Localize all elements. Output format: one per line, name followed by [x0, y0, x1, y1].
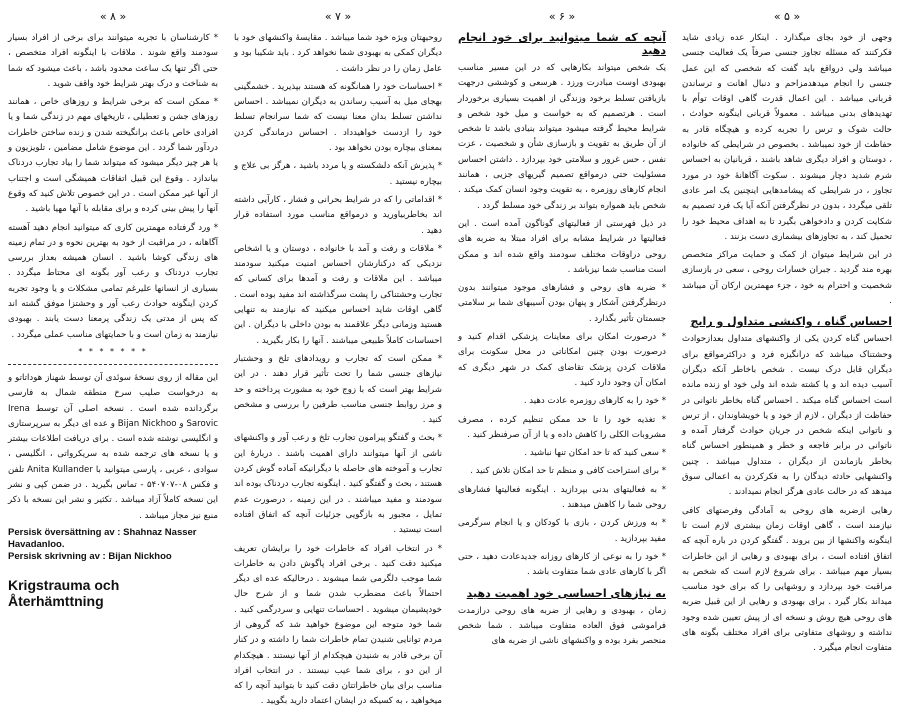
- paragraph: * احساسات خود را همانگونه که هستند بپذیرید . خشمگینی بهجای میل به آسیب رساندن به دیگران نمیباشد . احساس نداشتن تسلط بدان معنا نیست که شما سرانجام تسلط خود را ازدست خواهیدداد . احساس درماندگی کردن بمعنای بیچاره بودن نخواهد بود .: [234, 81, 442, 154]
- page-6: [450, 0, 674, 652]
- page-number: « ۸ »: [99, 10, 127, 23]
- swedish-title: Krigstrauma och Återhämttning: [8, 576, 120, 609]
- paragraph: * ورد گرفتاده مهمترین کاری که میتوانید انجام دهید آهسته آگاهانه ، در مراقبت از خود به بهترین نحوه و در تمام زمینه های زندگی کوشا باشید . انسان همیشه بعداز بررسی تجارب دردناک و رعب آور بگونه ای محتاط میگردد . بسیاری از انسانها علیرغم تمامی مشکلات و یا وجود تجربه کردن اینگونه حوادث رعب آور و وحشتزا موفق گشته اند که پس از مدتی یک زندگی پرمعنا دست یابند . بهبودی نیازمند به زمان است و با حمایتهای مناسب عملی میگردد .: [8, 222, 218, 340]
- page-7: [226, 0, 450, 707]
- paragraph: * درصورت امکان برای معاینات پزشکی اقدام کنید و درصورت بودن چنین امکاناتی در محل سکونت برای ملاقات کردن پزشک تقاضای کمک در شهر دیگری که امکان آن وجود دارد کنید .: [458, 332, 666, 388]
- section-heading: احساس گناه ، واکنشی متداول و رایج: [690, 315, 892, 329]
- paragraph: وجهی از خود بجای میگذارد . اینکار عده زیادی شاید فکرکنند که مسئله تجاوز جنسی صرفاً یک فعالیت جنسی میباشد ولی درواقع باید گفت که شخصی که این عمل جنسی را انجام میدهدمزاحم و دنبال اهانت و ترساندن قربانی میباشد . این اعمال قدرت گاهی اوقات توأم با تهدیدهای بدنی میباشد . معمولاً قربانی اینگونه حوادث ، حالت شوک و ترس را تجربه کرده و هیچگاه قادر به حفاظت از خود نمیباشد . بخصوص در شرایطی که خانواده ، دوستان و افراد دیگری شاهد باشند ، قربانیان به احساس شرم شدید دچار میشوند . سکوت آگاهانهٔ خود در مورد تجاوز ، در شرایطی که پیشامدهایی اینچنین یک امر عادی تلقی میگردد ، بدون در نظرگرفتن آنکه آیا یک فرد تصمیم به شکایت کردن و دادخواهی بگیرد تا به اهداف محیط خود را تحمیل کند ، به تجاوزهای بیشماری دست بزنند .: [682, 33, 892, 242]
- section-heading: آنچه که شما میتوانید برای خود انجام دهید: [458, 31, 666, 57]
- paragraph: * ممکن است که تجارب و رویدادهای تلخ و وحشتبار نیازهای جنسی شما را تحت تأثیر قرار دهند . در این شرایط بهتر است که با زوج خود به مشورت پرداخته و حد و مرز روابط جنسی مناسب طرفین را بررسی و مشخص کنید .: [234, 353, 442, 426]
- paragraph: * ضربه های روحی و فشارهای موجود میتوانند بدون درنظرگرفتن آشکار و پنهان بودن آسیبهای شما بر سلامتی جسمتان تأثیر بگذارد .: [458, 283, 666, 324]
- paragraph: احساس گناه کردن یکی از واکنشهای متداول بعدازحوادث وحشتناک میباشد که درانگیزه فرد و دراکثرمواقع برای دیگران قابل درک نیست . شخص باخاطر آنکه دیگران آسیب دیده اند و یا کشته شده اند ولی خود او زنده مانده است احساس گناه میکند . احساس گناه بخاطر ناتوانی در حفاظت از دیگران ، لازم از خود و یا خویشاوندان ، از ترس و ناتوانی اینکه شخص در جریان حوادث گرفتار آمده و ناتوانی در برابر فاجعه و خطر و همینطور احساس گناه بخاطر بازماندن از دیگران ، متداول میباشد . چنین واکنشهایی حادثه دیدگان را به فکرکردن به اعمالی سوق میدهد که در حالت عادی هرگز انجام نمیدادند .: [682, 334, 892, 498]
- page-7-column: [226, 0, 450, 707]
- translator-credit: Persisk översättning av : Shahnaz Nasser Havadanloo.: [8, 526, 197, 550]
- paragraph: * برای استراحت کافی و منظم تا حد امکان تلاش کنید .: [470, 466, 666, 477]
- page-5: [674, 0, 900, 652]
- paragraph: * در انتخاب افراد که خاطرات خود را برایشان تعریف میکنید دقت کنید . برخی افراد پاگوش دادن به خاطرات شما موجب دلگرمی شما میشوند . درحالیکه عده ای دیگر احتمالاً باعث مضطرب شدن شما و از شرح حال خودپشیمان میشوید . احساسات تنهایی و سردرگمی کنید . شما خود متوجه این موضوع خواهید شد که گروهی از مردم توانایی شنیدن تمام خاطرات شما را داشته و در کنار آن برخی قادر به شنیدن هیچکدام از آنها نیستند . هیچکدام از این دو ، برای شما عیب نیستند . در انتخاب افراد مناسب برای بیان خاطراتتان دقت کنید تا بتوانید آنچه را که میخواهید ، به کسیکه در ایشان اعتماد دارید بگویید .: [234, 543, 442, 707]
- paragraph: * خود را به کارهای روزمره عادت دهید .: [523, 396, 666, 407]
- page-6-column: [450, 0, 674, 652]
- paragraph: در ذیل فهرستی از فعالیتهای گوناگون آمده است . این فعالیتها در شرایط مشابه برای افراد مبتلا به ضربه های روحی دراوقات مختلف سودمند واقع شده اند و ممکن است مناسب شما نیزباشد .: [458, 218, 666, 275]
- paragraph: رهایی ازضربه های روحی به آمادگی وفرصتهای کافی نیازمند است ، گاهی اوقات زمان بیشتری لازم است تا اینگونه واکنشها از بین بروند . گفتگو کردن در باره آنچه که اتفاق افتاده است ، برای بهبودی و رهایی از این خاطرات بسیار مهم میباشد . برای شروع لازم است که شخص به مراقبت خود بپردازد و روشهایی را که برای خود مناسب میداند بکار گیرد . برای بهبودی و رهایی از این قبیل ضربه های روحی هیچ روش و نسخه ای از پیش تعیین شده وجود نداشته و روشهای متفاوتی برای افراد مختلف بگونه های متفاوت انجام میگیرد .: [682, 505, 892, 654]
- paragraph: یک شخص میتواند بکارهایی که در این مسیر مناسب بهبودی اوست مبادرت ورزد . هرسعی و کوششی درجهت بازیافتن تسلط برخود وزندگی از اهمیت بسیاری برخوردار است . هرتصمیم که به خواست و میل خود شخص و شرایط محیط گرفته میشود میتواند بنیادی باشد تا شخص از آن طریق به تقویت و بازسازی شأن و شخصیت ، عزت نفس ، حس غرور و سلامتی خود بپردازد . داشتن احساس مسئولیت حتی درمواقع تصمیم گیریهای جزیی ، همانند انجام کارهای روزمره ، به تقویت وجود انسان کمک میکند . شخص باید همواره بتواند بر زندگی خود مسلط گردد .: [458, 63, 666, 211]
- paragraph: * تغذیه خود را تا حد ممکن تنظیم کرده ، مصرف مشروبات الکلی را کاهش داده و یا از آن صرفنظر کنید .: [458, 414, 666, 440]
- paragraph: روحیهتان ویژه خود شما میباشد . مقایسهٔ واکنشهای خود با دیگران کمکی به بهبودی شما نخواهد کرد . باید شکیبا بود و عامل زمان را در نظر داشت .: [234, 33, 442, 74]
- paragraph: * اقداماتی را که در شرایط بحرانی و فشار ، کارآیی داشته اند بخاطربیاورید و درمواقع مناسب مورد استفاده قرار دهید .: [234, 194, 442, 236]
- page-5-column: [674, 0, 900, 652]
- separator-stars: * * * * * * *: [78, 346, 148, 356]
- colophon-paragraph: این مقاله از روی نسخهٔ سوئدی آن توسط شهناز هوداتاتو و به درخواست صلیب سرخ منطقه شمال به فارسی برگردانده شده است . نسخه اصلی آن توسط Irena Sarovic و Bijan Nickhoo و عده ای دیگر به سرپرستاری و انگلیسی نوشته شده است . برای دریافت اطلاعات بیشتر و یا نسخه های ترجمه شده به سریکرواتی ، انگلیسی ، سوادی ، عربی ، پارسی میتوانید با Anita Kullander تلفن و فکس ۰۸-۵۴۰۷۰۷ - تماس بگیرید . در ضمن کپی و نشر این نسخه کاملاً آزاد میباشد . تکثیر و نشر این نسخه با ذکر منبع نیز مجاز میباشد .: [8, 372, 219, 521]
- section-heading: به نیازهای احساسی خود اهمیت دهید: [466, 586, 666, 600]
- paragraph: در این شرایط میتوان از کمک و حمایت مراکز متخصص بهره مند گردید . جبران خسارات روحی ، سعی در بازسازی شخصیت و احترام به خود ، جزء مهمترین ارکان آن میباشد .: [682, 250, 892, 307]
- dashed-divider: [8, 364, 218, 365]
- paragraph: زمان ، بهبودی و رهایی از ضربه های روحی درازمدت فراموشی فوق العاده متفاوت میباشد . شما شخص منحصر بفرد بوده و واکنشهای ناشی از ضربه های: [458, 605, 666, 647]
- paragraph: * بحث و گفتگو پیرامون تجارب تلخ و رعب آور و واکنشهای ناشی از آنها میتوانند دارای اهمیت باشند . دربارهٔ این تجارب و آموخته های حاصله با دیگرانیکه آماده گوش کردن هستند ، بحث و گفتگو کنید . اینگونه تجارب دردناک بوده اند سودمند و مفید میباشند . در این زمینه ، درصورت عدم تمایل ، مجبور به بازگویی جزئیات آنچه که اتفاق افتاده است نیستید .: [234, 433, 442, 536]
- paragraph: * پذیرش آنکه دلشکسته و یا مردد باشید ، هرگز بی علاج و بیچاره نیستید .: [234, 161, 442, 187]
- paragraph: * به ورزش کردن ، بازی با کودکان و یا انجام سرگرمی مفید بپردازید .: [458, 518, 666, 544]
- typist-credit: Persisk skrivning av : Bijan Nickhoo: [8, 550, 172, 562]
- page-8: [0, 0, 226, 652]
- paragraph: * ممکن است که برخی شرایط و روزهای خاص ، همانند روزهای جشن و تعطیلی ، تاریخهای مهم در زندگی شما و یا افرادی خاص باعث برانگیخته شدن و زنده ساختن خاطرات دردآور شما گردد . این موضوع شامل مضامین ، تلویزیون و یا هر چیز دیگر میشود که میتواند شما را بیاد تجارب دردناک بیاندازد . وقوع این قبیل اتفاقات همیشگی است و اجتناب از آنها غیر ممکن است . در این خصوص تلاش کنید که وقوع آنها را پیش بینی کرده و برای مقابله با آنها مهیا باشید .: [8, 97, 218, 215]
- paragraph: * خود را به نوعی از کارهای روزانه جدیدعادت دهید ، حتی اگر با کارهای عادی شما متفاوت باشد .: [458, 551, 666, 578]
- page-8-column: [0, 0, 226, 652]
- page-number: « ۷ »: [324, 10, 352, 23]
- paragraph: * ملاقات و رفت و آمد با خانواده ، دوستان و یا اشخاص نزدیکی که درکنارشان احساس امنیت میکنید سودمند میباشد . این ملاقات و رفت و آمدها برای کسانی که تجارب وحشتناکی را پشت سرگذاشته اند مفید بوده است . گاهی اوقات شاید احساس میکنید که نیازمند به تنهایی هستید وزمانی دیگر علاقمند به بودن داخلی با دیگران . این احساسات کاملاً طبیعی میباشند . آنها را بکار بگیرید .: [234, 243, 442, 346]
- page-number: « ۵ »: [773, 10, 801, 23]
- paragraph: * به فعالیتهای بدنی بپردازید . اینگونه فعالیتها فشارهای روحی شما را کاهش میدهند .: [458, 484, 666, 511]
- paragraph: * سعی کنید که تا حد امکان تنها نباشید .: [524, 448, 666, 459]
- paragraph: * کارشناسان با تجربه میتوانند برای برخی از افراد بسیار سودمند واقع شوند . ملاقات با اینگونه افراد متخصص ، حتی اگر تنها یک ساعت محدود باشد ، باعث میشود که شما به شناخت و درک بهتر شرایط خود واقف شوید .: [8, 33, 218, 89]
- page-number: « ۶ »: [548, 10, 576, 23]
